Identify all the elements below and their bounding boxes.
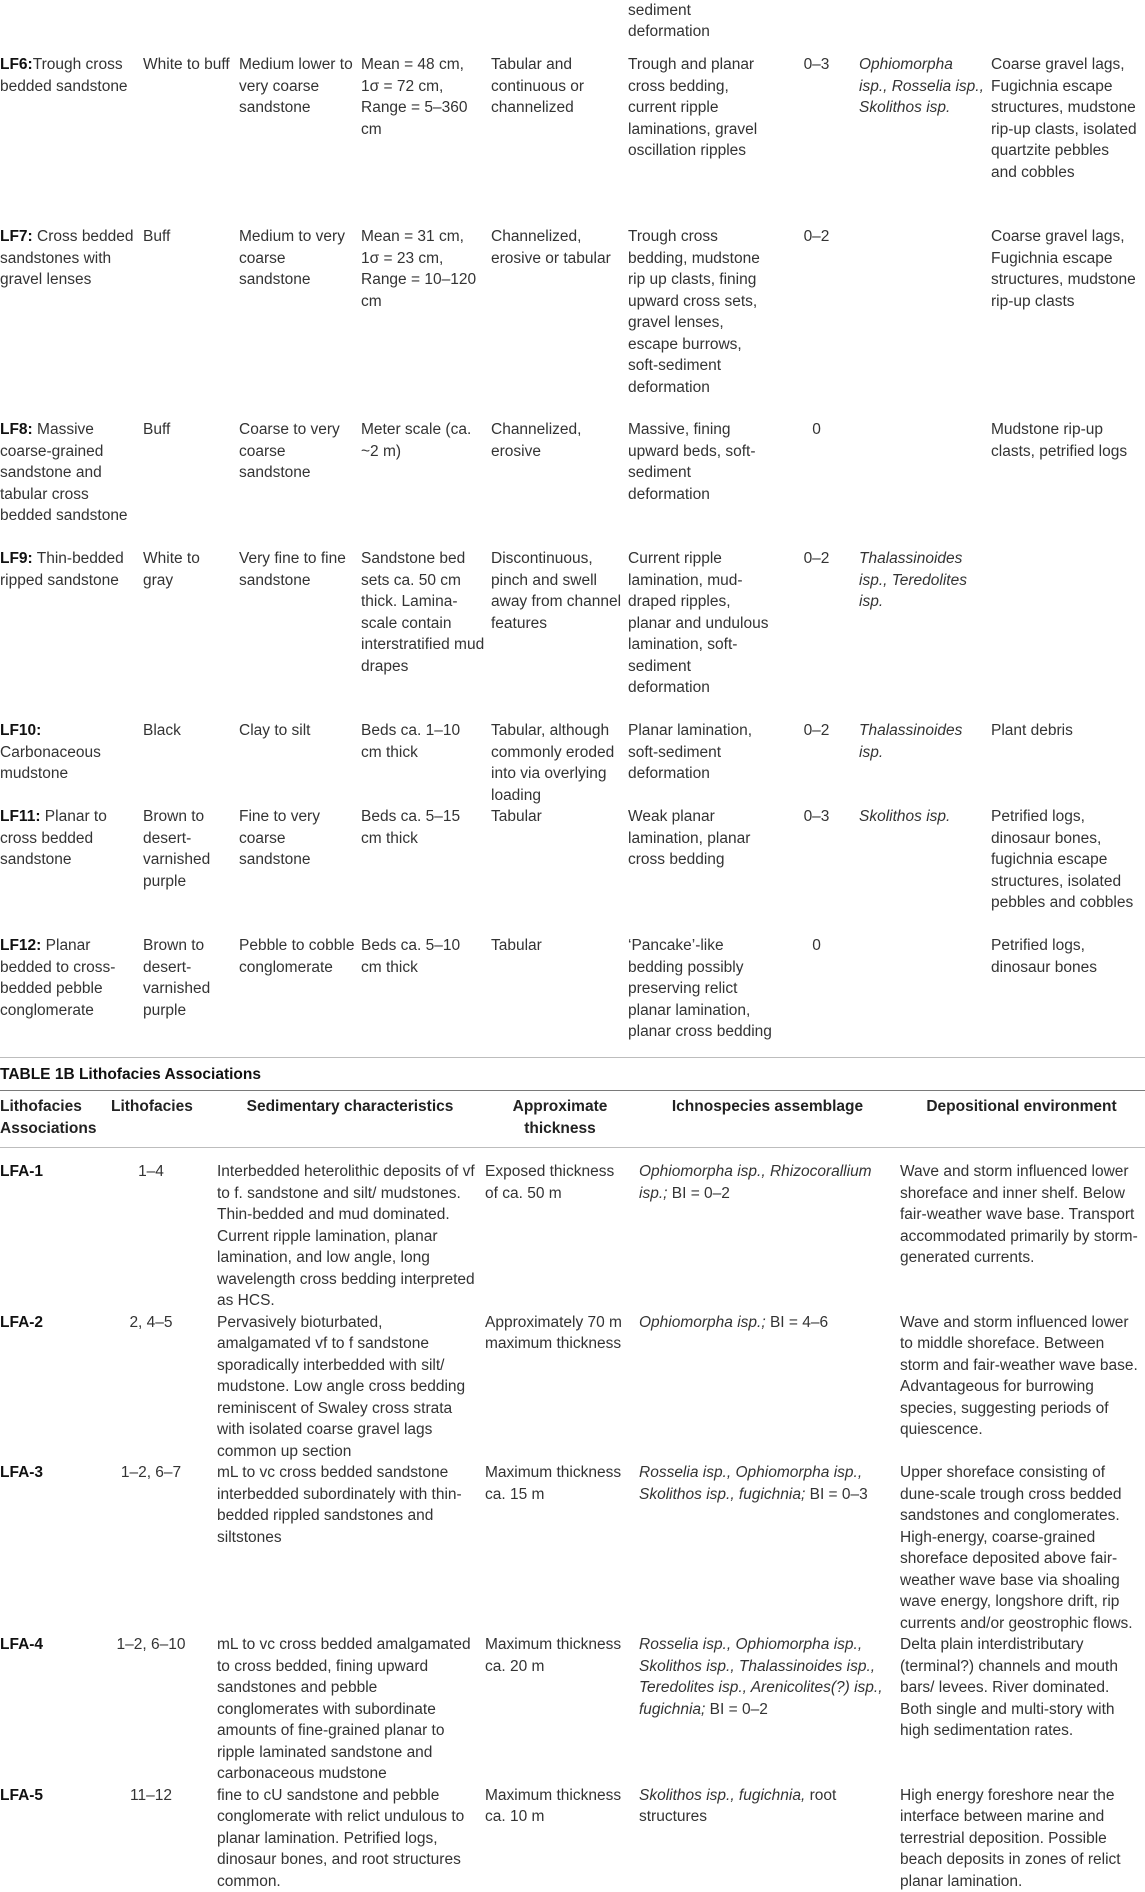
association-id: LFA-4 [0, 1634, 111, 1785]
bi-cell: 0–3 [780, 54, 859, 76]
table-row-lfa-1 [0, 1149, 1145, 1312]
environment-cell: Wave and storm influenced lower shoreface and inner shelf. Below fair-weather wave base. Transport accommodated primarily by storm-generated currents. [898, 1149, 1145, 1312]
geometry-cell: Discontinuous, pinch and swell away from channel features [491, 548, 628, 634]
thickness-cell: Mean = 48 cm, 1σ = 72 cm, Range = 5–360 cm [361, 54, 491, 140]
table-1b-header-row [0, 1096, 1145, 1149]
header-lithofacies: Lithofacies [111, 1096, 217, 1149]
other-features-cell: Petrified logs, dinosaur bones, fugichnia escape structures, isolated pebbles and cobbles [991, 806, 1145, 914]
ichno-taxa: Ophiomorpha isp.; [639, 1314, 766, 1331]
environment-cell: High energy foreshore near the interface between marine and terrestrial deposition. Possible beach deposits in zones of relict planar lamination. [898, 1785, 1145, 1892]
other-features-cell: Mudstone rip-up clasts, petrified logs [991, 419, 1145, 462]
structures-cell: Trough and planar cross bedding, current ripple laminations, gravel oscillation ripples [628, 54, 780, 162]
bi-cell: 0–3 [780, 806, 859, 828]
association-id: LFA-1 [0, 1149, 111, 1312]
thickness-cell: Approximately 70 m maximum thickness [483, 1312, 637, 1463]
lithofacies-list: 1–4 [111, 1149, 217, 1312]
lithofacies-id: LF12: [0, 937, 41, 954]
grain-size-cell: Coarse to very coarse sandstone [239, 419, 361, 484]
geometry-cell: Tabular, although commonly eroded into via overlying loading [491, 720, 628, 806]
lithofacies-name: Massive coarse-grained sandstone and tabular cross bedded sandstone [0, 421, 128, 524]
environment-cell: Delta plain interdistributary (terminal?) channels and mouth bars/ levees. River dominated. Both single and multi-story with high sedimentation rates. [898, 1634, 1145, 1785]
table-row-fragment [0, 0, 1145, 54]
other-features-cell: Plant debris [991, 720, 1145, 742]
grain-size-cell: Medium lower to very coarse sandstone [239, 54, 361, 119]
bioturbation-index: BI = 0–2 [667, 1185, 729, 1202]
association-id: LFA-5 [0, 1785, 111, 1892]
table-row-lf10 [0, 720, 1145, 806]
sedimentary-cell: Interbedded heterolithic deposits of vf to f. sandstone and silt/ mudstones. Thin-bedded and mud dominated. Current ripple lamination, planar lamination, and low angle, long wavelength cross bedding interpreted as HCS. [217, 1149, 483, 1312]
bioturbation-index: BI = 0–3 [805, 1486, 867, 1503]
table-row-lf11 [0, 806, 1145, 935]
lithofacies-list: 2, 4–5 [111, 1312, 217, 1463]
grain-size-cell: Clay to silt [239, 720, 361, 742]
association-id: LFA-2 [0, 1312, 111, 1463]
ichno-taxa: Rosselia isp., Ophiomorpha isp., Skolithos isp., fugichnia; [639, 1464, 862, 1503]
table-row-lf12 [0, 935, 1145, 1055]
table-1b-caption: TABLE 1B Lithofacies Associations [0, 1066, 261, 1084]
table-row-lfa-4 [0, 1634, 1145, 1785]
header-environment: Depositional environment [898, 1096, 1145, 1149]
lithofacies-id: LF6: [0, 56, 33, 73]
lithofacies-list: 1–2, 6–10 [111, 1634, 217, 1785]
grain-size-cell: Fine to very coarse sandstone [239, 806, 361, 871]
table-row-lf9 [0, 548, 1145, 720]
bi-cell: 0 [780, 935, 859, 957]
lithofacies-list: 1–2, 6–7 [111, 1462, 217, 1634]
ichno-taxa: Rosselia isp., Ophiomorpha isp., Skolithos isp., Thalassinoides isp., Teredolites isp., Arenicolites(?) isp., fugichnia; [639, 1636, 883, 1718]
table-row-lfa-5 [0, 1785, 1145, 1892]
table-1b [0, 1096, 1145, 1892]
thickness-cell: Maximum thickness ca. 20 m [483, 1634, 637, 1785]
ichnofossils-cell: Thalassinoides isp., Teredolites isp. [859, 548, 991, 613]
association-id: LFA-3 [0, 1462, 111, 1634]
structures-cell: ‘Pancake’-like bedding possibly preserving relict planar lamination, planar cross bedding [628, 935, 780, 1043]
table-1b-top-rule [0, 1090, 1145, 1091]
bioturbation-index: root structures [639, 1787, 836, 1826]
environment-cell: Upper shoreface consisting of dune-scale trough cross bedded sandstones and conglomerates. High-energy, coarse-grained shoreface deposited above fair-weather wave base via shoaling wave energy, longshore drift, rip currents and/or geostrophic flows. [898, 1462, 1145, 1634]
ichnofossils-cell: Skolithos isp. [859, 806, 991, 828]
bi-cell: 0–2 [780, 548, 859, 570]
table-1b-header-rule [0, 1147, 1145, 1148]
lithofacies-name: Cross bedded sandstones with gravel lenses [0, 228, 134, 288]
color-cell: White to buff [143, 54, 239, 76]
structures-fragment: sediment deformation [628, 0, 780, 43]
lithofacies-name: Thin-bedded ripped sandstone [0, 550, 124, 589]
header-ichnospecies: Ichnospecies assemblage [637, 1096, 898, 1149]
color-cell: Brown to desert-varnished purple [143, 935, 239, 1021]
bi-cell: 0–2 [780, 226, 859, 248]
table-row-lf7 [0, 226, 1145, 419]
lithofacies-id: LF7: [0, 228, 33, 245]
thickness-cell: Maximum thickness ca. 15 m [483, 1462, 637, 1634]
other-features-cell: Coarse gravel lags, Fugichnia escape structures, mudstone rip-up clasts [991, 226, 1145, 312]
ichno-taxa: Skolithos isp., fugichnia, [639, 1787, 805, 1804]
ichnofossils-cell: Thalassinoides isp. [859, 720, 991, 763]
thickness-cell: Maximum thickness ca. 10 m [483, 1785, 637, 1892]
header-thickness: Approximate thickness [483, 1096, 637, 1149]
grain-size-cell: Medium to very coarse sandstone [239, 226, 361, 291]
grain-size-cell: Very fine to fine sandstone [239, 548, 361, 591]
other-features-cell: Petrified logs, dinosaur bones [991, 935, 1145, 978]
color-cell: White to gray [143, 548, 239, 591]
lithofacies-id: LF11: [0, 808, 40, 825]
other-features-cell: Coarse gravel lags, Fugichnia escape structures, mudstone rip-up clasts, isolated quartzite pebbles and cobbles [991, 54, 1145, 183]
lithofacies-name: Carbonaceous mudstone [0, 744, 101, 783]
structures-cell: Planar lamination, soft-sediment deformation [628, 720, 780, 785]
geometry-cell: Tabular [491, 806, 628, 828]
geometry-cell: Channelized, erosive [491, 419, 628, 462]
color-cell: Buff [143, 419, 239, 441]
thickness-cell: Beds ca. 5–10 cm thick [361, 935, 491, 978]
bioturbation-index: BI = 4–6 [766, 1314, 828, 1331]
lithofacies-name: Planar bedded to cross-bedded pebble conglomerate [0, 937, 115, 1019]
thickness-cell: Mean = 31 cm, 1σ = 23 cm, Range = 10–120 cm [361, 226, 491, 312]
structures-cell: Trough cross bedding, mudstone rip up clasts, fining upward cross sets, gravel lenses, escape burrows, soft-sediment deformation [628, 226, 780, 398]
structures-cell: Current ripple lamination, mud-draped ripples, planar and undulous lamination, soft-sediment deformation [628, 548, 780, 699]
lithofacies-id: LF10: [0, 722, 41, 739]
geometry-cell: Tabular and continuous or channelized [491, 54, 628, 119]
sedimentary-cell: mL to vc cross bedded amalgamated to cross bedded, fining upward sandstones and pebble conglomerates with subordinate amounts of fine-grained planar to ripple laminated sandstone and carbonaceous mudstone [217, 1634, 483, 1785]
lithofacies-name: Planar to cross bedded sandstone [0, 808, 107, 868]
bi-cell: 0–2 [780, 720, 859, 742]
structures-cell: Weak planar lamination, planar cross bedding [628, 806, 780, 871]
thickness-cell: Beds ca. 1–10 cm thick [361, 720, 491, 763]
ichnofossils-cell: Ophiomorpha isp., Rosselia isp., Skolithos isp. [859, 54, 991, 119]
thickness-cell: Sandstone bed sets ca. 50 cm thick. Lamina-scale contain interstratified mud drapes [361, 548, 491, 677]
structures-cell: Massive, fining upward beds, soft-sediment deformation [628, 419, 780, 505]
geometry-cell: Tabular [491, 935, 628, 957]
table-1a-bottom-rule [0, 1057, 1145, 1058]
geometry-cell: Channelized, erosive or tabular [491, 226, 628, 269]
lithofacies-id: LF9: [0, 550, 33, 567]
grain-size-cell: Pebble to cobble conglomerate [239, 935, 361, 978]
sedimentary-cell: mL to vc cross bedded sandstone interbedded subordinately with thin-bedded rippled sandstones and siltstones [217, 1462, 483, 1634]
lithofacies-list: 11–12 [111, 1785, 217, 1892]
sedimentary-cell: fine to cU sandstone and pebble conglomerate with relict undulous to planar lamination. Petrified logs, dinosaur bones, and root structures common. [217, 1785, 483, 1892]
thickness-cell: Meter scale (ca. ~2 m) [361, 419, 491, 462]
thickness-cell: Exposed thickness of ca. 50 m [483, 1149, 637, 1312]
table-row-lfa-3 [0, 1462, 1145, 1634]
color-cell: Black [143, 720, 239, 742]
header-sedimentary: Sedimentary characteristics [217, 1096, 483, 1149]
header-associations: Lithofacies Associations [0, 1096, 111, 1149]
lithofacies-id: LF8: [0, 421, 33, 438]
lithofacies-name: Trough cross bedded sandstone [0, 56, 128, 95]
color-cell: Buff [143, 226, 239, 248]
environment-cell: Wave and storm influenced lower to middle shoreface. Between storm and fair-weather wave base. Advantageous for burrowing species, suggesting periods of quiescence. [898, 1312, 1145, 1463]
ichno-taxa: Ophiomorpha isp., Rhizocorallium isp.; [639, 1163, 872, 1202]
table-row-lf8 [0, 419, 1145, 548]
thickness-cell: Beds ca. 5–15 cm thick [361, 806, 491, 849]
table-row-lfa-2 [0, 1312, 1145, 1463]
table-row-lf6 [0, 54, 1145, 226]
bi-cell: 0 [780, 419, 859, 441]
bioturbation-index: BI = 0–2 [705, 1701, 767, 1718]
color-cell: Brown to desert-varnished purple [143, 806, 239, 892]
sedimentary-cell: Pervasively bioturbated, amalgamated vf to f sandstone sporadically interbedded with silt/ mudstone. Low angle cross bedding reminiscent of Swaley cross strata with isolated coarse gravel lags common up section [217, 1312, 483, 1463]
